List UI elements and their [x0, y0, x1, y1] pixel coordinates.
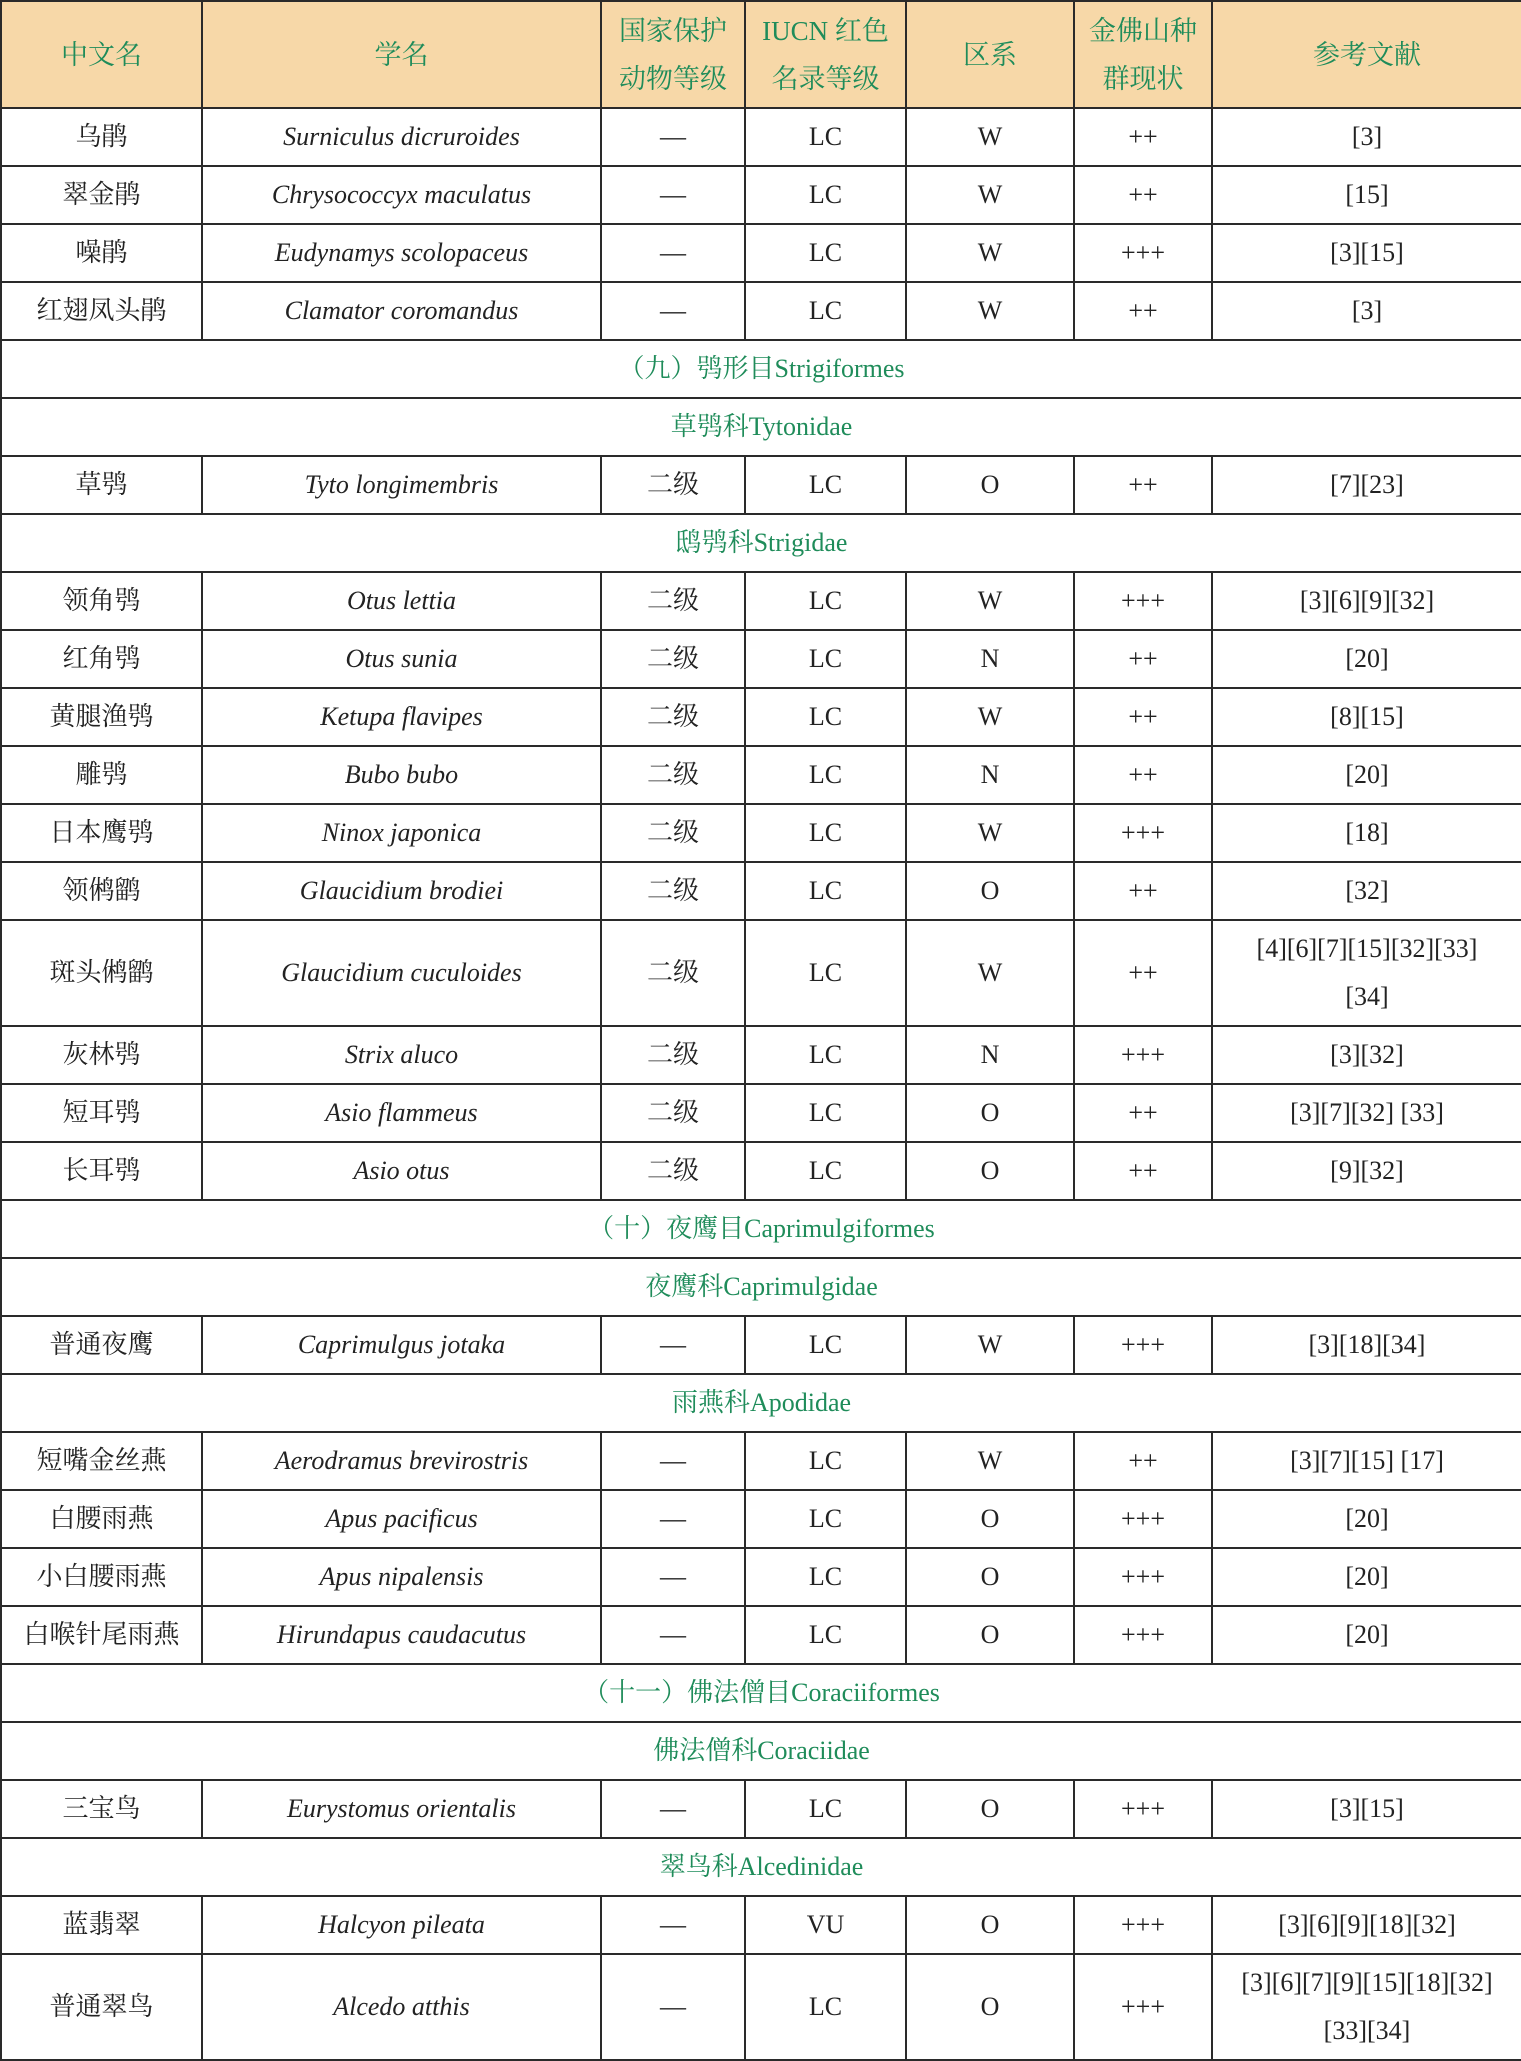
group-header-row	[1, 1838, 1521, 1896]
cell-sci-name: Aerodramus brevirostris	[202, 1432, 601, 1490]
cell-iucn-level: LC	[745, 1026, 906, 1084]
cell-sci-name: Glaucidium cuculoides	[202, 920, 601, 1026]
cell-iucn-level: LC	[745, 1084, 906, 1142]
cell-protection-level: 二级	[601, 1084, 745, 1142]
table-row	[1, 688, 1521, 746]
cell-fauna: O	[906, 1084, 1074, 1142]
cell-cn-name: 斑头鸺鹠	[1, 920, 202, 1026]
cell-iucn-level: LC	[745, 920, 906, 1026]
cell-iucn-level: LC	[745, 688, 906, 746]
cell-population-status: +++	[1074, 1896, 1212, 1954]
cell-fauna: O	[906, 1490, 1074, 1548]
cell-protection-level: —	[601, 1954, 745, 2060]
cell-references	[1212, 1780, 1521, 1838]
cell-fauna: N	[906, 1026, 1074, 1084]
header-protection-line1: 国家保护	[619, 15, 727, 46]
references-line: [3][7][32] [33]	[1290, 1098, 1444, 1127]
cell-references	[1212, 1896, 1521, 1954]
references-line: [20]	[1345, 644, 1389, 673]
cell-protection-level: —	[601, 1548, 745, 1606]
cell-sci-name: Tyto longimembris	[202, 456, 601, 514]
header-sci-name: 学名	[202, 1, 601, 108]
cell-sci-name: Ninox japonica	[202, 804, 601, 862]
cell-population-status: ++	[1074, 746, 1212, 804]
cell-protection-level: 二级	[601, 804, 745, 862]
cell-fauna: O	[906, 1606, 1074, 1664]
cell-sci-name: Clamator coromandus	[202, 282, 601, 340]
group-header-row	[1, 1722, 1521, 1780]
cell-sci-name: Strix aluco	[202, 1026, 601, 1084]
header-iucn-line2: 名录等级	[771, 63, 880, 94]
references-line: [3]	[1351, 296, 1383, 325]
cell-cn-name: 黄腿渔鸮	[1, 688, 202, 746]
cell-protection-level: 二级	[601, 572, 745, 630]
group-header-row	[1, 340, 1521, 398]
table-row	[1, 630, 1521, 688]
cell-population-status: +++	[1074, 1954, 1212, 2060]
cell-iucn-level: LC	[745, 862, 906, 920]
references-line: [20]	[1345, 1562, 1389, 1591]
cell-iucn-level: LC	[745, 108, 906, 166]
cell-references	[1212, 688, 1521, 746]
cell-fauna: O	[906, 1548, 1074, 1606]
cell-fauna: O	[906, 1954, 1074, 2060]
references-line: [3][7][15] [17]	[1290, 1446, 1444, 1475]
cell-protection-level: 二级	[601, 862, 745, 920]
cell-cn-name: 长耳鸮	[1, 1142, 202, 1200]
cell-iucn-level: LC	[745, 1954, 906, 2060]
cell-sci-name: Surniculus dicruroides	[202, 108, 601, 166]
cell-population-status: +++	[1074, 1316, 1212, 1374]
cell-protection-level: —	[601, 1606, 745, 1664]
cell-cn-name: 翠金鹃	[1, 166, 202, 224]
header-cn-name: 中文名	[1, 1, 202, 108]
references-line: [18]	[1345, 818, 1389, 847]
table-row	[1, 1316, 1521, 1374]
taxon-group-label: （十）夜鹰目Caprimulgiformes	[1, 1200, 1521, 1258]
group-header-row	[1, 1374, 1521, 1432]
group-header-row	[1, 1664, 1521, 1722]
references-line: [32]	[1345, 876, 1389, 905]
cell-fauna: W	[906, 282, 1074, 340]
cell-iucn-level: LC	[745, 572, 906, 630]
cell-references	[1212, 572, 1521, 630]
cell-cn-name: 小白腰雨燕	[1, 1548, 202, 1606]
cell-iucn-level: LC	[745, 804, 906, 862]
cell-protection-level: —	[601, 1432, 745, 1490]
header-iucn-level	[745, 1, 906, 108]
cell-population-status: +++	[1074, 572, 1212, 630]
references-line: [3][6][9][32]	[1299, 586, 1435, 615]
table-body	[1, 108, 1521, 2060]
cell-references	[1212, 1316, 1521, 1374]
cell-references	[1212, 108, 1521, 166]
cell-references	[1212, 862, 1521, 920]
cell-population-status: ++	[1074, 1084, 1212, 1142]
cell-protection-level: 二级	[601, 630, 745, 688]
table-row	[1, 1606, 1521, 1664]
table-header	[1, 1, 1521, 108]
cell-population-status: +++	[1074, 1548, 1212, 1606]
header-fauna: 区系	[906, 1, 1074, 108]
cell-protection-level: 二级	[601, 456, 745, 514]
table-row	[1, 1490, 1521, 1548]
cell-population-status: ++	[1074, 282, 1212, 340]
table-row	[1, 224, 1521, 282]
group-header-row	[1, 514, 1521, 572]
cell-cn-name: 日本鹰鸮	[1, 804, 202, 862]
header-row	[1, 1, 1521, 108]
cell-iucn-level: LC	[745, 456, 906, 514]
group-header-row	[1, 1200, 1521, 1258]
cell-protection-level: —	[601, 282, 745, 340]
cell-sci-name: Apus nipalensis	[202, 1548, 601, 1606]
table-row	[1, 108, 1521, 166]
cell-references	[1212, 1490, 1521, 1548]
cell-protection-level: —	[601, 1490, 745, 1548]
table-row	[1, 456, 1521, 514]
cell-references	[1212, 1026, 1521, 1084]
taxon-group-label: 草鸮科Tytonidae	[1, 398, 1521, 456]
taxon-group-label: 雨燕科Apodidae	[1, 1374, 1521, 1432]
cell-population-status: +++	[1074, 804, 1212, 862]
cell-cn-name: 白腰雨燕	[1, 1490, 202, 1548]
cell-cn-name: 蓝翡翠	[1, 1896, 202, 1954]
cell-fauna: W	[906, 108, 1074, 166]
cell-references	[1212, 282, 1521, 340]
cell-references	[1212, 746, 1521, 804]
cell-protection-level: 二级	[601, 746, 745, 804]
references-line: [3][18][34]	[1308, 1330, 1426, 1359]
cell-population-status: ++	[1074, 630, 1212, 688]
cell-iucn-level: LC	[745, 1490, 906, 1548]
cell-cn-name: 红翅凤头鹃	[1, 282, 202, 340]
references-line: [3][15]	[1330, 1794, 1404, 1823]
references-line: [20]	[1345, 760, 1389, 789]
references-line: [8][15]	[1330, 702, 1404, 731]
table-row	[1, 1084, 1521, 1142]
cell-protection-level: 二级	[601, 920, 745, 1026]
header-references: 参考文献	[1212, 1, 1521, 108]
cell-population-status: ++	[1074, 166, 1212, 224]
cell-protection-level: 二级	[601, 688, 745, 746]
cell-fauna: W	[906, 1316, 1074, 1374]
cell-population-status: ++	[1074, 108, 1212, 166]
cell-iucn-level: LC	[745, 1606, 906, 1664]
cell-sci-name: Chrysococcyx maculatus	[202, 166, 601, 224]
table-row	[1, 1142, 1521, 1200]
cell-population-status: ++	[1074, 1432, 1212, 1490]
cell-fauna: W	[906, 224, 1074, 282]
references-line: [9][32]	[1330, 1156, 1404, 1185]
cell-iucn-level: LC	[745, 1548, 906, 1606]
cell-fauna: W	[906, 1432, 1074, 1490]
references-line: [7][23]	[1330, 470, 1404, 499]
cell-protection-level: 二级	[601, 1142, 745, 1200]
cell-fauna: W	[906, 688, 1074, 746]
cell-population-status: ++	[1074, 920, 1212, 1026]
cell-iucn-level: VU	[745, 1896, 906, 1954]
taxon-group-label: （九）鸮形目Strigiformes	[1, 340, 1521, 398]
cell-population-status: +++	[1074, 1026, 1212, 1084]
references-line: [3][32]	[1330, 1040, 1404, 1069]
header-protection-level	[601, 1, 745, 108]
cell-sci-name: Asio flammeus	[202, 1084, 601, 1142]
cell-cn-name: 白喉针尾雨燕	[1, 1606, 202, 1664]
cell-iucn-level: LC	[745, 166, 906, 224]
cell-protection-level: —	[601, 166, 745, 224]
cell-protection-level: —	[601, 1896, 745, 1954]
cell-iucn-level: LC	[745, 630, 906, 688]
cell-references	[1212, 1954, 1521, 2060]
references-line: [34]	[1345, 982, 1389, 1011]
references-line: [20]	[1345, 1620, 1389, 1649]
group-header-row	[1, 398, 1521, 456]
table-row	[1, 1432, 1521, 1490]
cell-fauna: O	[906, 1780, 1074, 1838]
cell-fauna: W	[906, 804, 1074, 862]
cell-protection-level: —	[601, 1316, 745, 1374]
cell-cn-name: 雕鸮	[1, 746, 202, 804]
cell-cn-name: 灰林鸮	[1, 1026, 202, 1084]
table-row	[1, 1896, 1521, 1954]
cell-fauna: O	[906, 1142, 1074, 1200]
cell-cn-name: 短嘴金丝燕	[1, 1432, 202, 1490]
cell-sci-name: Halcyon pileata	[202, 1896, 601, 1954]
cell-population-status: +++	[1074, 224, 1212, 282]
cell-references	[1212, 1142, 1521, 1200]
cell-population-status: +++	[1074, 1606, 1212, 1664]
cell-references	[1212, 1606, 1521, 1664]
cell-protection-level: —	[601, 108, 745, 166]
cell-cn-name: 三宝鸟	[1, 1780, 202, 1838]
table-row	[1, 862, 1521, 920]
cell-references	[1212, 1084, 1521, 1142]
header-status-line2: 群现状	[1102, 63, 1184, 94]
cell-references	[1212, 920, 1521, 1026]
cell-iucn-level: LC	[745, 282, 906, 340]
cell-population-status: +++	[1074, 1490, 1212, 1548]
header-population-status	[1074, 1, 1212, 108]
cell-protection-level: —	[601, 1780, 745, 1838]
cell-population-status: +++	[1074, 1780, 1212, 1838]
cell-sci-name: Bubo bubo	[202, 746, 601, 804]
cell-population-status: ++	[1074, 456, 1212, 514]
references-line: [3][6][9][18][32]	[1278, 1910, 1456, 1939]
table-row	[1, 1548, 1521, 1606]
cell-sci-name: Otus lettia	[202, 572, 601, 630]
cell-iucn-level: LC	[745, 1432, 906, 1490]
cell-population-status: ++	[1074, 688, 1212, 746]
cell-cn-name: 草鸮	[1, 456, 202, 514]
cell-iucn-level: LC	[745, 1316, 906, 1374]
taxon-group-label: 鸱鸮科Strigidae	[1, 514, 1521, 572]
cell-references	[1212, 1548, 1521, 1606]
cell-iucn-level: LC	[745, 1780, 906, 1838]
table-row	[1, 746, 1521, 804]
group-header-row	[1, 1258, 1521, 1316]
header-iucn-line1: IUCN 红色	[762, 15, 889, 46]
cell-cn-name: 领角鸮	[1, 572, 202, 630]
cell-sci-name: Alcedo atthis	[202, 1954, 601, 2060]
table-row	[1, 804, 1521, 862]
table-row	[1, 166, 1521, 224]
cell-sci-name: Otus sunia	[202, 630, 601, 688]
cell-cn-name: 噪鹃	[1, 224, 202, 282]
table-row	[1, 1780, 1521, 1838]
table-row	[1, 1954, 1521, 2060]
cell-sci-name: Apus pacificus	[202, 1490, 601, 1548]
cell-cn-name: 短耳鸮	[1, 1084, 202, 1142]
cell-population-status: ++	[1074, 862, 1212, 920]
taxon-group-label: 翠鸟科Alcedinidae	[1, 1838, 1521, 1896]
table-row	[1, 282, 1521, 340]
cell-cn-name: 红角鸮	[1, 630, 202, 688]
cell-fauna: W	[906, 572, 1074, 630]
cell-fauna: N	[906, 746, 1074, 804]
cell-sci-name: Ketupa flavipes	[202, 688, 601, 746]
cell-sci-name: Glaucidium brodiei	[202, 862, 601, 920]
cell-fauna: O	[906, 456, 1074, 514]
references-line: [33][34]	[1323, 2016, 1411, 2045]
cell-iucn-level: LC	[745, 224, 906, 282]
header-status-line1: 金佛山种	[1089, 15, 1197, 46]
cell-cn-name: 普通夜鹰	[1, 1316, 202, 1374]
references-line: [3][15]	[1330, 238, 1404, 267]
cell-cn-name: 普通翠鸟	[1, 1954, 202, 2060]
cell-references	[1212, 1432, 1521, 1490]
cell-sci-name: Hirundapus caudacutus	[202, 1606, 601, 1664]
references-line: [20]	[1345, 1504, 1389, 1533]
taxon-group-label: （十一）佛法僧目Coraciiformes	[1, 1664, 1521, 1722]
cell-sci-name: Caprimulgus jotaka	[202, 1316, 601, 1374]
cell-protection-level: 二级	[601, 1026, 745, 1084]
table-row	[1, 572, 1521, 630]
cell-fauna: W	[906, 166, 1074, 224]
cell-references	[1212, 166, 1521, 224]
cell-sci-name: Eurystomus orientalis	[202, 1780, 601, 1838]
cell-iucn-level: LC	[745, 746, 906, 804]
cell-fauna: O	[906, 862, 1074, 920]
cell-references	[1212, 224, 1521, 282]
cell-sci-name: Asio otus	[202, 1142, 601, 1200]
cell-sci-name: Eudynamys scolopaceus	[202, 224, 601, 282]
cell-references	[1212, 804, 1521, 862]
taxon-group-label: 佛法僧科Coraciidae	[1, 1722, 1521, 1780]
references-line: [3]	[1351, 122, 1383, 151]
references-line: [4][6][7][15][32][33]	[1256, 934, 1478, 963]
cell-fauna: N	[906, 630, 1074, 688]
table-row	[1, 1026, 1521, 1084]
cell-protection-level: —	[601, 224, 745, 282]
cell-references	[1212, 630, 1521, 688]
cell-cn-name: 乌鹃	[1, 108, 202, 166]
cell-population-status: ++	[1074, 1142, 1212, 1200]
references-line: [3][6][7][9][15][18][32]	[1241, 1968, 1493, 1997]
cell-references	[1212, 456, 1521, 514]
references-line: [15]	[1345, 180, 1389, 209]
cell-cn-name: 领鸺鹠	[1, 862, 202, 920]
cell-fauna: O	[906, 1896, 1074, 1954]
header-protection-line2: 动物等级	[619, 63, 727, 94]
table-row	[1, 920, 1521, 1026]
cell-fauna: W	[906, 920, 1074, 1026]
taxon-group-label: 夜鹰科Caprimulgidae	[1, 1258, 1521, 1316]
cell-iucn-level: LC	[745, 1142, 906, 1200]
